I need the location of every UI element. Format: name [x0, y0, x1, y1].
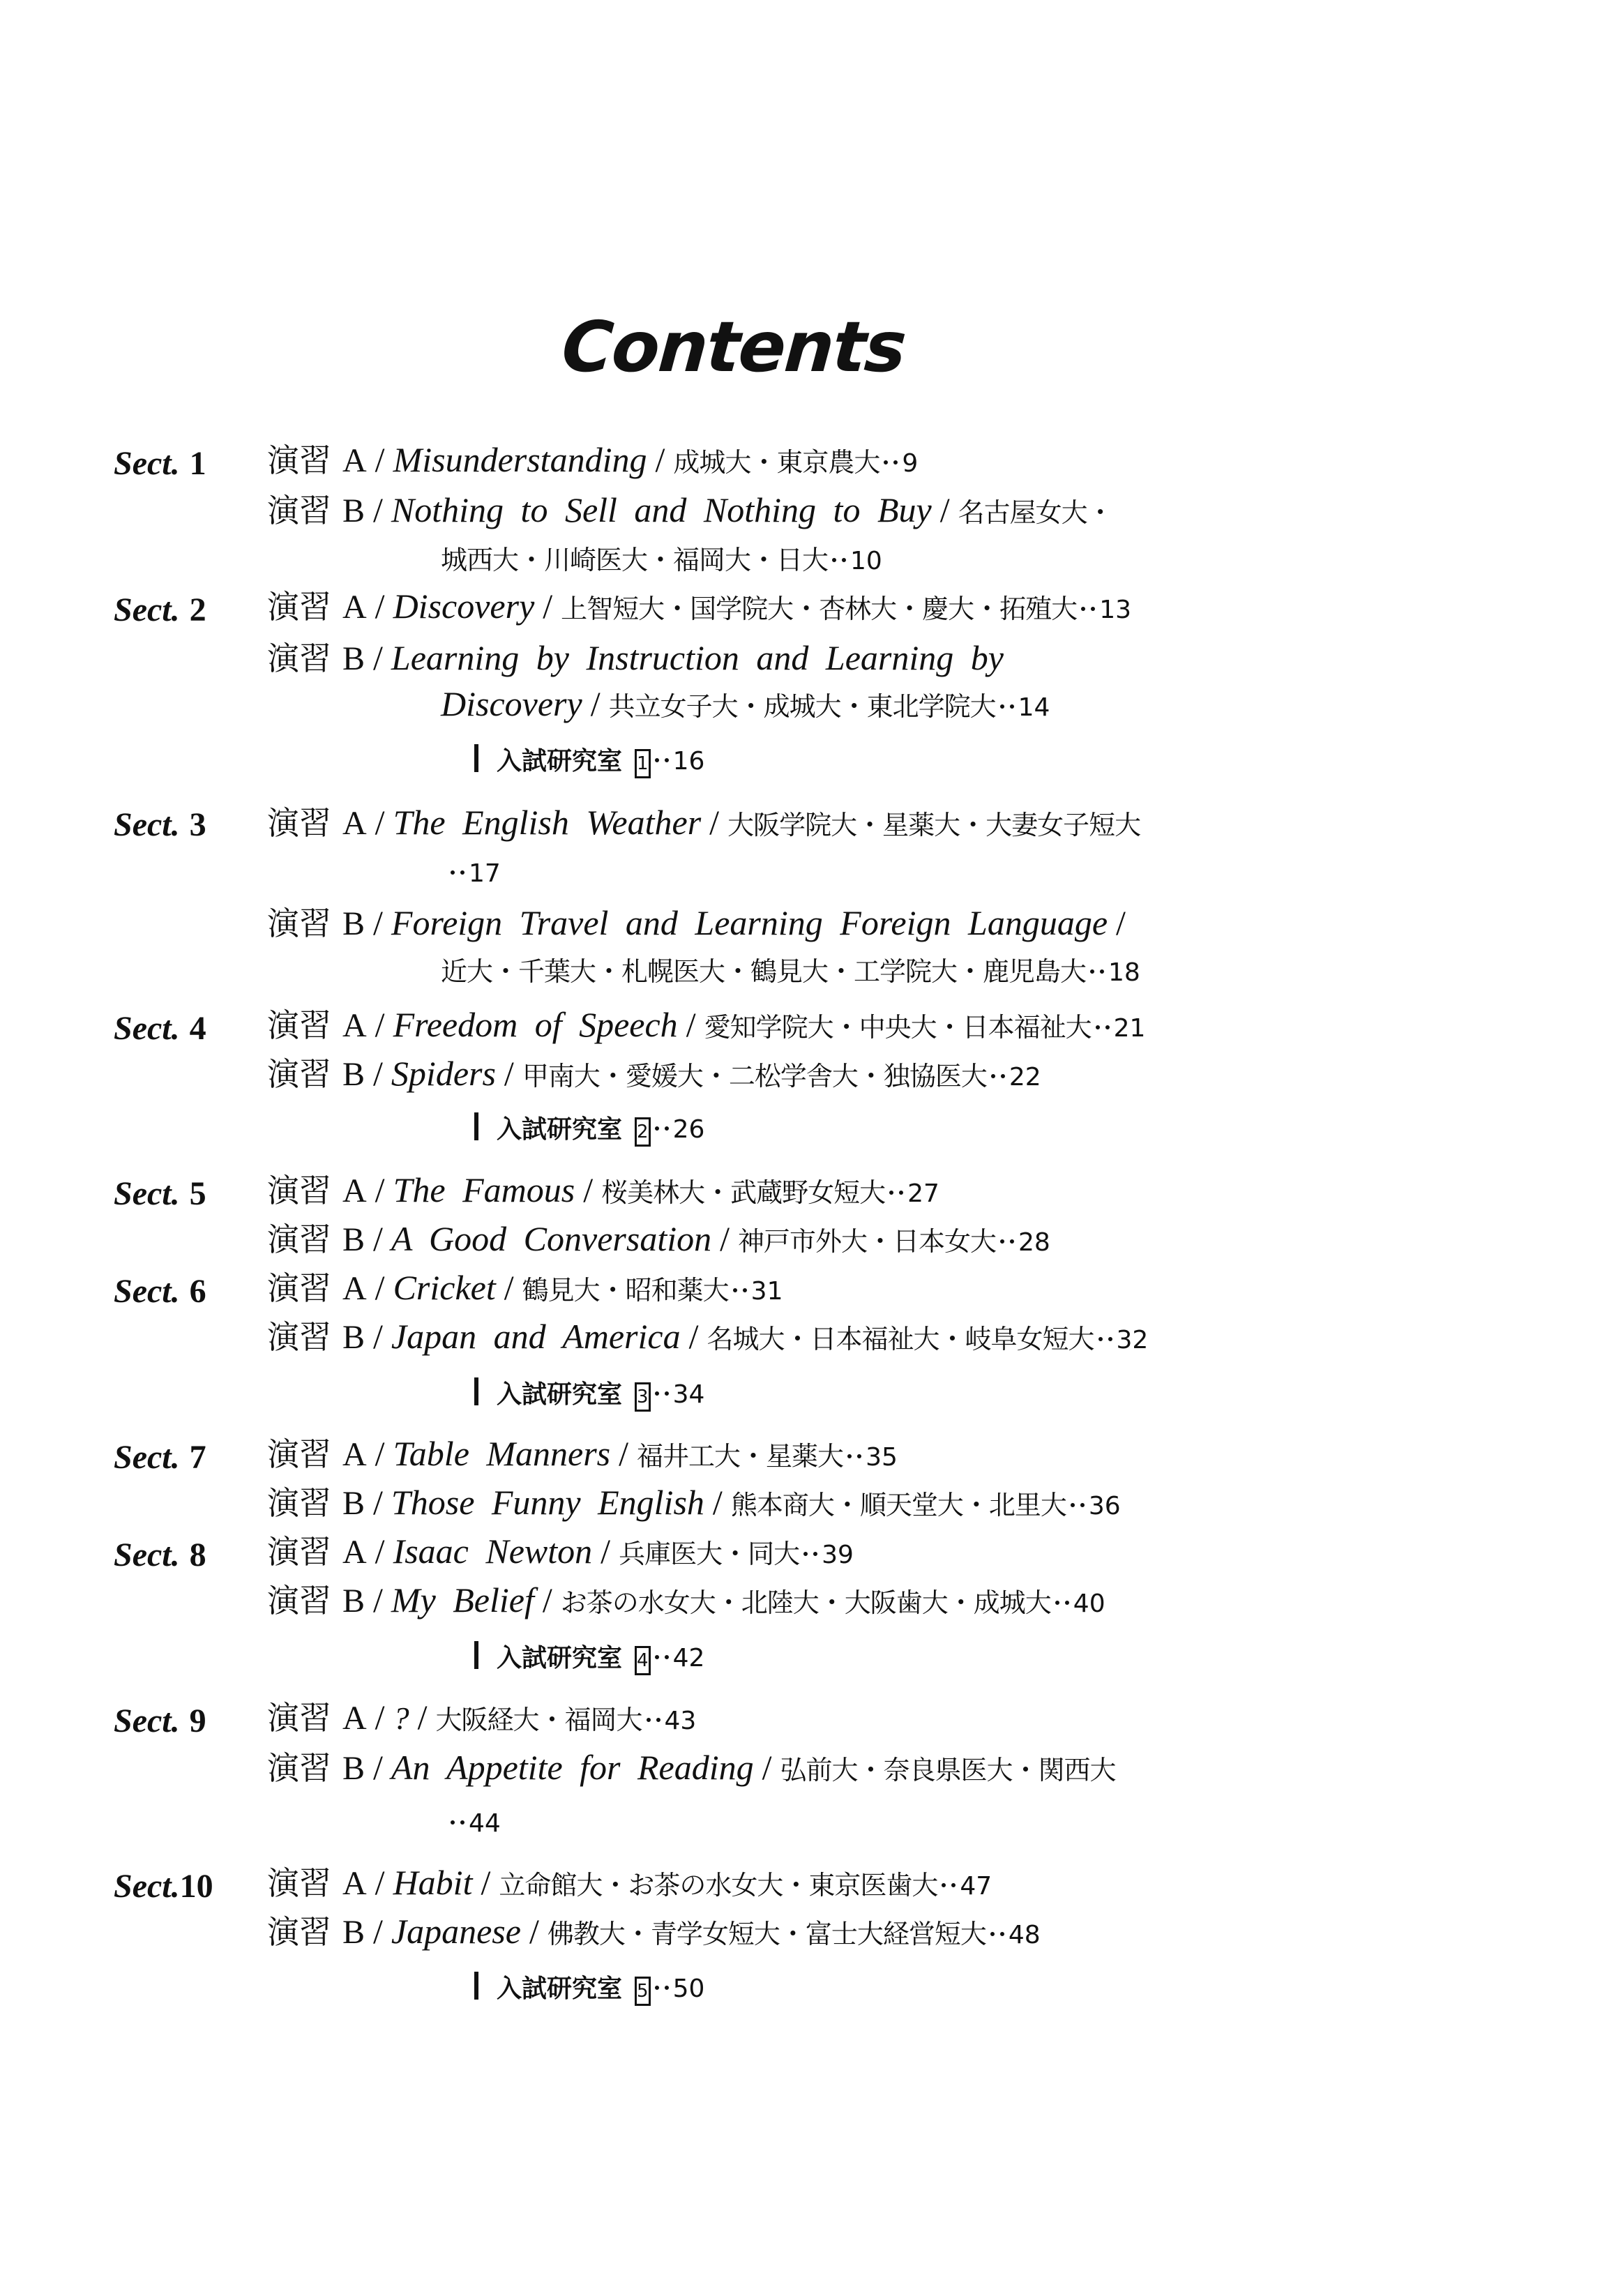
separator-slash: / [373, 1912, 383, 1951]
exercise-letter: A [342, 1007, 367, 1044]
exercise-label: 演習 [267, 804, 331, 842]
exercise-title[interactable]: A Good Conversation [391, 1219, 712, 1258]
exercise-label: 演習 [267, 1055, 331, 1093]
exercise-letter: A [342, 805, 367, 842]
section-prefix: Sect. [114, 1010, 180, 1047]
exercise-label: 演習 [267, 1864, 331, 1902]
separator-slash: / [688, 1317, 699, 1356]
separator-slash: / [417, 1698, 428, 1737]
page-number[interactable]: 43 [664, 1707, 697, 1735]
page-number[interactable]: 31 [750, 1277, 783, 1306]
page-title: Contents [559, 306, 908, 388]
toc-line [267, 902, 1134, 945]
exercise-letter: A [342, 1436, 367, 1473]
separator-slash: / [373, 1054, 383, 1093]
separator-slash: / [373, 1580, 383, 1619]
dot-leader [1071, 1503, 1085, 1507]
dot-leader [451, 1820, 465, 1825]
dot-leader [733, 1288, 747, 1292]
university-list: 共立女子大・成城大・東北学院大 [608, 691, 996, 722]
page-number[interactable]: 10 [850, 547, 882, 575]
section-prefix: Sect. [114, 591, 180, 628]
exercise-title[interactable]: Freedom of Speech [393, 1005, 678, 1044]
section-label [114, 443, 206, 485]
dot-leader [1000, 1239, 1014, 1244]
section-number: 7 [189, 1439, 206, 1476]
university-list: 桜美林大・武蔵野女短大 [601, 1177, 886, 1208]
separator-slash: / [939, 490, 950, 529]
separator-slash: / [373, 1317, 383, 1356]
page-number[interactable]: 17 [469, 859, 501, 888]
page-number[interactable]: 34 [672, 1380, 705, 1409]
exercise-letter: B [342, 492, 365, 529]
page-number[interactable]: 50 [672, 1974, 705, 2003]
university-list: 名城大・日本福祉大・岐阜女短大 [707, 1324, 1094, 1354]
dot-leader [655, 758, 669, 762]
exercise-letter: B [342, 640, 365, 677]
exercise-letter: B [342, 1485, 365, 1522]
page-number[interactable]: 44 [469, 1809, 501, 1838]
dot-leader [1081, 607, 1095, 611]
exercise-title[interactable]: Discovery [393, 587, 535, 626]
exercise-title[interactable]: An Appetite for Reading [391, 1748, 754, 1787]
section-number: 8 [189, 1536, 206, 1573]
separator-slash: / [375, 1170, 385, 1209]
section-prefix: Sect. [114, 1702, 180, 1739]
exercise-title[interactable]: Nothing to Sell and Nothing to Buy [391, 490, 932, 529]
exercise-title[interactable]: Learning by Instruction and Learning by [391, 638, 1004, 677]
separator-slash: / [373, 1483, 383, 1522]
university-list: 甲南大・愛媛大・二松学舎大・独協医大 [522, 1061, 987, 1092]
exam-lab-label[interactable]: 入試研究室 [497, 1115, 623, 1144]
page-number[interactable]: 39 [822, 1541, 854, 1569]
page-number[interactable]: 47 [960, 1872, 992, 1901]
exercise-label: 演習 [267, 905, 331, 942]
separator-slash: / [375, 1698, 385, 1737]
toc-line [267, 489, 1113, 534]
section-label [114, 1866, 213, 1908]
page-number[interactable]: 32 [1116, 1326, 1149, 1354]
exam-lab-label[interactable]: 入試研究室 [497, 1644, 623, 1672]
dot-leader [942, 1883, 956, 1887]
separator-slash: / [375, 803, 385, 842]
separator-slash: / [655, 440, 665, 479]
separator-slash: / [712, 1483, 723, 1522]
exercise-letter: A [342, 1172, 367, 1209]
separator-slash: / [375, 1532, 385, 1571]
university-list: 大阪経大・福岡大 [435, 1705, 642, 1735]
dot-leader [1000, 704, 1014, 709]
separator-slash: / [375, 587, 385, 626]
page-number[interactable]: 22 [1009, 1063, 1041, 1092]
exercise-label: 演習 [267, 1582, 331, 1619]
university-list: 大阪学院大・星薬大・大妻女子短大 [727, 810, 1141, 840]
section-label [114, 1008, 206, 1050]
separator-slash: / [375, 440, 385, 479]
exercise-label: 演習 [267, 1172, 331, 1209]
exercise-title[interactable]: Isaac Newton [393, 1532, 593, 1571]
university-list: 佛教大・青学女短大・富士大経営短大 [547, 1919, 986, 1949]
exam-lab-label[interactable]: 入試研究室 [497, 1380, 623, 1409]
toc-line [267, 637, 1004, 680]
exercise-letter: B [342, 905, 365, 942]
page-number[interactable]: 26 [672, 1115, 705, 1144]
exercise-title[interactable]: Japan and America [391, 1317, 681, 1356]
separator-slash: / [373, 1748, 383, 1787]
university-list: 兵庫医大・同大 [619, 1539, 800, 1569]
university-list: 近大・千葉大・札幌医大・鶴見大・工学院大・鹿児島大 [441, 956, 1087, 987]
exam-lab-number: 3 [635, 1382, 651, 1412]
dot-leader [1090, 969, 1104, 974]
dot-leader [655, 1655, 669, 1659]
page-number[interactable]: 13 [1099, 596, 1131, 624]
university-list: 愛知学院大・中央大・日本福祉大 [704, 1012, 1092, 1043]
university-list: 熊本商大・順天堂大・北里大 [730, 1490, 1066, 1520]
toc-line [267, 1746, 1116, 1791]
page-number[interactable]: 48 [1008, 1921, 1041, 1949]
exercise-title[interactable]: Cricket [393, 1268, 496, 1307]
exercise-label: 演習 [267, 1913, 331, 1951]
exercise-title[interactable]: Those Funny English [391, 1483, 704, 1522]
dot-leader [832, 558, 846, 562]
university-list: 立命館大・お茶の水女大・東京医歯大 [499, 1870, 938, 1901]
exercise-letter: B [342, 1750, 365, 1787]
exercise-label: 演習 [267, 640, 331, 677]
exercise-title[interactable]: My Belief [391, 1580, 534, 1619]
section-number: 1 [189, 445, 206, 482]
separator-slash: / [543, 587, 553, 626]
university-list: 福井工大・星薬大 [637, 1441, 844, 1472]
separator-slash: / [375, 1863, 385, 1902]
section-prefix: Sect. [114, 1175, 180, 1212]
exercise-label: 演習 [267, 1533, 331, 1571]
page-number[interactable]: 36 [1088, 1492, 1121, 1520]
exercise-title[interactable]: The English Weather [393, 803, 702, 842]
section-label [114, 804, 206, 846]
exercise-label: 演習 [267, 588, 331, 626]
section-label [114, 1700, 206, 1742]
exercise-label: 演習 [267, 1484, 331, 1522]
exercise-letter: B [342, 1583, 365, 1619]
exercise-title[interactable]: Spiders [391, 1054, 496, 1093]
exercise-label: 演習 [267, 1749, 331, 1787]
separator-slash: / [481, 1863, 491, 1902]
exercise-letter: A [342, 1865, 367, 1902]
exercise-title[interactable]: The Famous [393, 1170, 575, 1209]
separator-slash: / [375, 1434, 385, 1473]
section-label [114, 1534, 206, 1576]
page-number[interactable]: 16 [672, 747, 705, 776]
exercise-title[interactable]: Misunderstanding [393, 440, 647, 479]
dot-leader [803, 1552, 817, 1556]
dot-leader [655, 1986, 669, 1990]
separator-slash: / [373, 638, 383, 677]
exam-lab-number: 5 [635, 1977, 651, 2006]
dot-leader [647, 1718, 660, 1722]
exercise-label: 演習 [267, 1435, 331, 1473]
section-label [114, 1437, 206, 1479]
section-prefix: Sect. [114, 806, 180, 843]
exercise-letter: A [342, 442, 367, 479]
exercise-label: 演習 [267, 1318, 331, 1356]
exercise-letter: A [342, 589, 367, 626]
university-list: 鶴見大・昭和薬大 [522, 1275, 729, 1306]
exercise-title[interactable]: ? [393, 1700, 409, 1736]
separator-slash: / [373, 903, 383, 942]
separator-slash: / [542, 1580, 552, 1619]
separator-slash: / [373, 1219, 383, 1258]
section-prefix: Sect. [114, 1868, 180, 1905]
separator-slash: / [619, 1434, 629, 1473]
page-number[interactable]: 35 [866, 1443, 898, 1472]
exercise-letter: B [342, 1056, 365, 1093]
section-number: 2 [189, 591, 206, 628]
separator-slash: / [590, 684, 601, 723]
section-label [114, 1173, 206, 1215]
dot-leader [1096, 1025, 1110, 1029]
section-prefix: Sect. [114, 1439, 180, 1476]
separator-slash: / [686, 1005, 696, 1044]
section-prefix: Sect. [114, 1273, 180, 1310]
exam-lab-label[interactable]: 入試研究室 [497, 1974, 623, 2003]
university-list: 城西大・川崎医大・福岡大・日大 [441, 545, 829, 575]
page-number[interactable]: 18 [1108, 958, 1140, 987]
section-number: 4 [189, 1010, 206, 1047]
exercise-label: 演習 [267, 441, 331, 479]
exercise-title[interactable]: Foreign Travel and Learning Foreign Language [391, 903, 1108, 942]
section-number: 3 [189, 806, 206, 843]
page-number[interactable]: 21 [1113, 1014, 1146, 1043]
page-number[interactable]: 40 [1073, 1589, 1105, 1618]
exercise-label: 演習 [267, 1699, 331, 1737]
checkbox-square-icon [474, 1972, 478, 2000]
section-number: 5 [189, 1175, 206, 1212]
exercise-label: 演習 [267, 1221, 331, 1258]
university-list: 弘前大・奈良県医大・関西大 [780, 1755, 1116, 1785]
exercise-label: 演習 [267, 492, 331, 529]
separator-slash: / [375, 1268, 385, 1307]
university-list: 上智短大・国学院大・杏林大・慶大・拓殖大 [561, 594, 1078, 624]
section-prefix: Sect. [114, 445, 180, 482]
exercise-title[interactable]: Japanese [391, 1912, 521, 1951]
separator-slash: / [504, 1054, 514, 1093]
separator-slash: / [720, 1219, 730, 1258]
exercise-letter: B [342, 1319, 365, 1356]
dot-leader [1098, 1337, 1112, 1341]
separator-slash: / [529, 1912, 539, 1951]
exercise-title[interactable]: Habit [393, 1863, 473, 1902]
exam-lab-label[interactable]: 入試研究室 [497, 747, 623, 776]
separator-slash: / [375, 1005, 385, 1044]
separator-slash: / [373, 490, 383, 529]
section-number: 10 [179, 1868, 213, 1905]
dot-leader [991, 1074, 1005, 1078]
page-number[interactable]: 14 [1018, 693, 1050, 722]
dot-leader [889, 1191, 903, 1195]
university-list: お茶の水女大・北陸大・大阪歯大・成城大 [560, 1587, 1051, 1618]
section-label [114, 589, 206, 631]
page-number[interactable]: 9 [902, 449, 919, 478]
section-label [114, 1271, 206, 1313]
dot-leader [655, 1126, 669, 1131]
exercise-title[interactable]: Discovery [441, 684, 582, 723]
checkbox-square-icon [474, 744, 478, 772]
page-number[interactable]: 42 [672, 1644, 705, 1672]
dot-leader [451, 870, 465, 875]
exercise-label: 演習 [267, 1006, 331, 1044]
section-number: 9 [189, 1702, 206, 1739]
separator-slash: / [601, 1532, 611, 1571]
exercise-letter: A [342, 1534, 367, 1571]
exam-lab-number: 1 [635, 749, 651, 778]
dot-leader [1055, 1601, 1069, 1605]
section-number: 6 [189, 1273, 206, 1310]
exercise-label: 演習 [267, 1269, 331, 1307]
exam-lab-number: 2 [635, 1117, 651, 1147]
exercise-letter: B [342, 1914, 365, 1951]
dot-leader [990, 1932, 1004, 1936]
university-list: 神戸市外大・日本女大 [738, 1226, 997, 1257]
separator-slash: / [762, 1748, 772, 1787]
page-number[interactable]: 28 [1018, 1228, 1050, 1257]
page-number[interactable]: 27 [907, 1179, 939, 1208]
exercise-title[interactable]: Table Manners [393, 1434, 611, 1473]
separator-slash: / [583, 1170, 594, 1209]
exercise-letter: A [342, 1270, 367, 1307]
section-prefix: Sect. [114, 1536, 180, 1573]
dot-leader [847, 1454, 861, 1458]
exam-lab-number: 4 [635, 1646, 651, 1675]
separator-slash: / [1116, 903, 1126, 942]
university-list: 成城大・東京農大 [673, 447, 880, 478]
dot-leader [655, 1391, 669, 1396]
separator-slash: / [709, 803, 720, 842]
checkbox-square-icon [474, 1641, 478, 1669]
university-list: 名古屋女大・ [958, 497, 1113, 528]
dot-leader [884, 460, 898, 465]
checkbox-square-icon [474, 1112, 478, 1140]
exercise-letter: A [342, 1700, 367, 1737]
checkbox-square-icon [474, 1377, 478, 1405]
exercise-letter: B [342, 1221, 365, 1258]
separator-slash: / [504, 1268, 514, 1307]
